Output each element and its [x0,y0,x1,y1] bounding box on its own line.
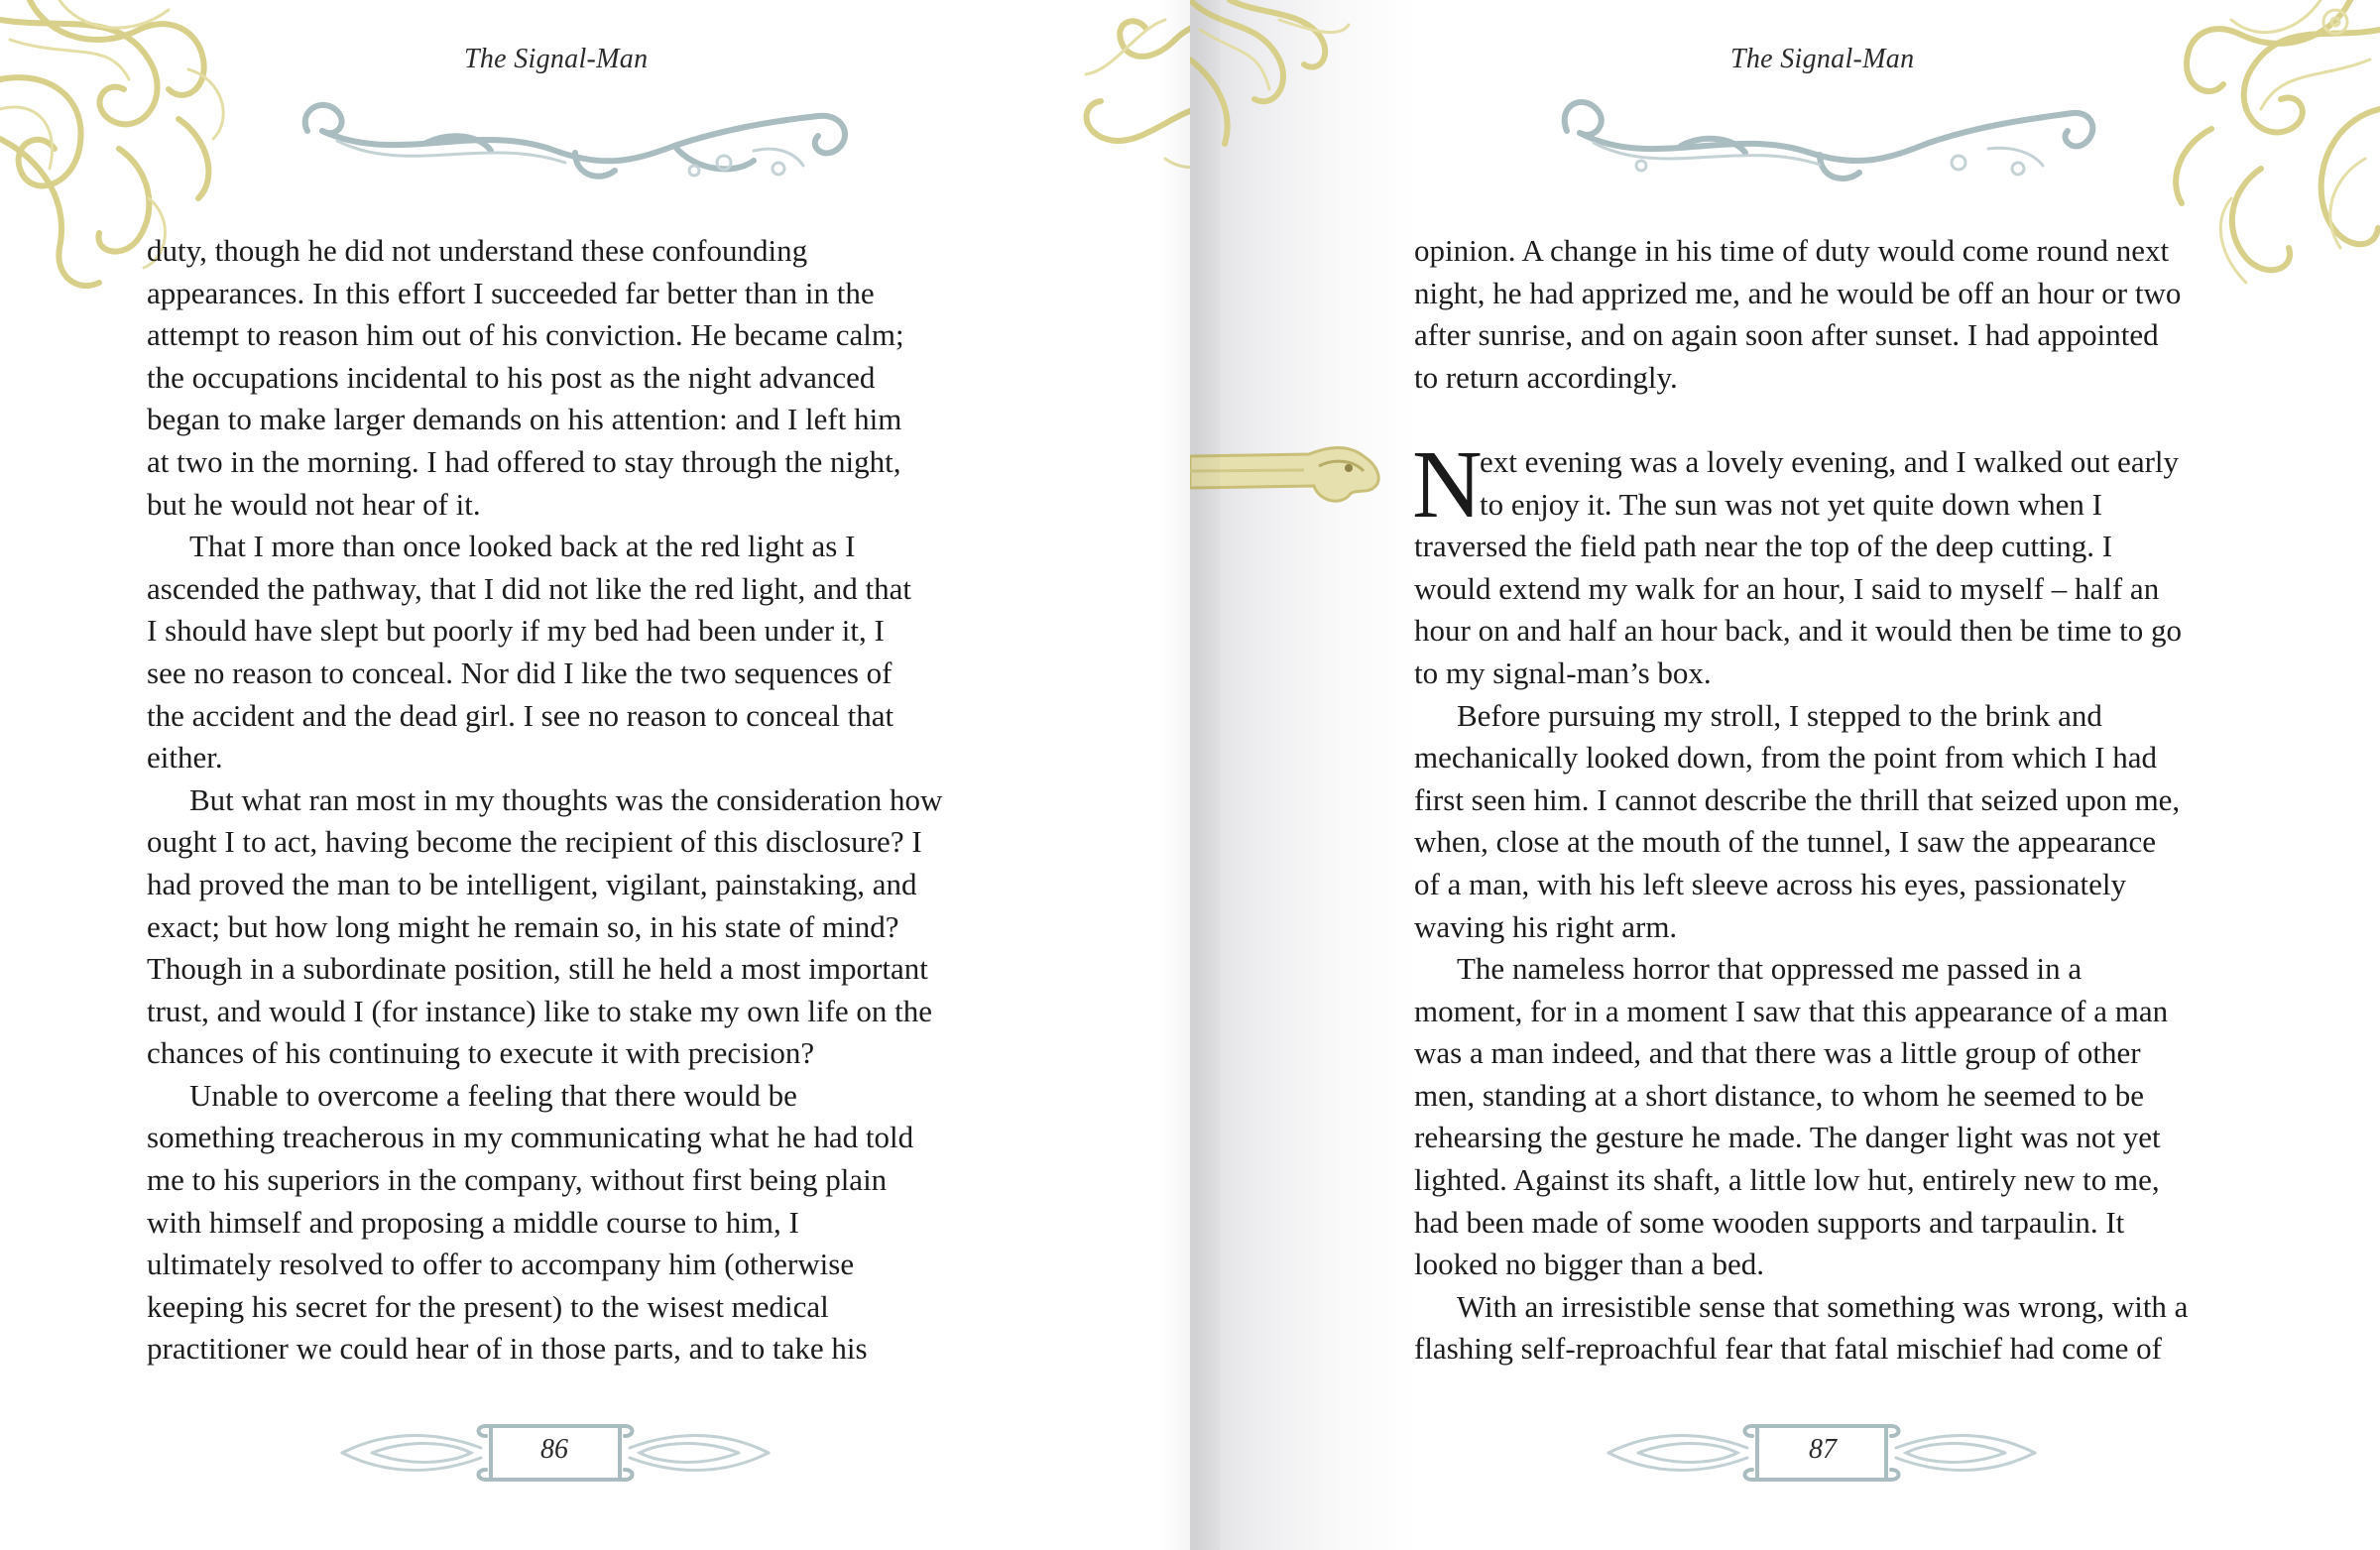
text-line: me to his superiors in the company, without first being plain [147,1162,888,1198]
text-line: had been made of some wooden supports and tarpaulin. It [1414,1204,2125,1240]
text-line: chances of his continuing to execute it with precision? [147,1035,815,1071]
text-line: either. [147,740,223,775]
text-line: see no reason to conceal. Nor did I like the two sequences of [147,655,892,690]
text-line: trust, and would I (for instance) like to stake my own life on the [147,993,933,1028]
text-line: to enjoy it. The sun was not yet quite down when I [1480,486,2102,522]
text-line: moment, for in a moment I saw that this appearance of a man [1414,993,2169,1028]
text-line: something treacherous in my communicating what he had told [147,1120,914,1155]
text-line: night, he had apprized me, and he would be off an hour or two [1414,275,2182,310]
text-line: but he would not hear of it. [147,486,481,522]
text-line: after sunrise, and on again soon after sunset. I had appointed [1414,317,2159,353]
text-line: first seen him. I cannot describe the thrill that seized upon me, [1414,781,2181,817]
text-line: men, standing at a short distance, to whom he seemed to be [1414,1077,2145,1113]
text-line: With an irresistible sense that something was wrong, with a [1457,1288,2189,1324]
text-line: practitioner we could hear of in those parts, and to take his [147,1331,868,1367]
text-line: ascended the pathway, that I did not like the red light, and that [147,570,912,606]
right-page-text [1414,230,2237,1371]
text-line: Unable to overcome a feeling that there would be [189,1077,797,1113]
text-line: waving his right arm. [1414,908,1678,944]
text-line: attempt to reason him out of his conviction. He became calm; [147,317,904,353]
text-line: the accident and the dead girl. I see no reason to conceal that [147,697,894,733]
text-line: ultimately resolved to offer to accompany him (otherwise [147,1247,855,1282]
page-number: 87 [1809,1434,1837,1465]
text-line: Though in a subordinate position, still he held a most important [147,951,928,987]
text-line: to return accordingly. [1414,359,1678,395]
text-line: of a man, with his left sleeve across his eyes, passionately [1414,866,2126,901]
text-line: But what ran most in my thoughts was the consideration how [189,781,943,817]
gold-swirl-icon [942,0,1190,188]
text-line: would extend my walk for an hour, I said to myself – half an [1414,570,2160,606]
text-line: was a man indeed, and that there was a little group of other [1414,1035,2141,1071]
text-line: lighted. Against its shaft, a little low hut, entirely new to me, [1414,1162,2160,1198]
page-number: 86 [540,1434,568,1465]
text-line: keeping his secret for the present) to the wisest medical [147,1288,829,1324]
drop-cap: N [1412,430,1483,538]
text-line: looked no bigger than a bed. [1414,1247,1764,1282]
running-head: The Signal-Man [464,44,649,74]
text-line: mechanically looked down, from the point from which I had [1414,740,2157,775]
text-line: The nameless horror that oppressed me passed in a [1457,951,2082,987]
text-line: the occupations incidental to his post as the night advanced [147,359,876,395]
text-line: had proved the man to be intelligent, vigilant, painstaking, and [147,866,917,901]
text-line: hour on and half an hour back, and it would then be time to go [1414,613,2182,649]
gargoyle-icon [1190,426,1388,526]
text-line: when, close at the mouth of the tunnel, I saw the appearance [1414,824,2157,860]
text-line: duty, though he did not understand these confounding [147,233,808,268]
gutter-shadow [1160,0,1220,1550]
text-line: I should have slept but poorly if my bed had been under it, I [147,613,885,649]
left-page-text [147,230,970,1371]
text-line: at two in the morning. I had offered to stay through the night, [147,443,901,479]
text-line: exact; but how long might he remain so, in his state of mind? [147,908,899,944]
scroll-flourish-icon [1522,91,2107,190]
text-line: appearances. In this effort I succeeded far better than in the [147,275,875,310]
right-page [1190,0,2380,1550]
gold-swirl-icon [1190,0,1438,188]
text-line: ought I to act, having become the recipient of this disclosure? I [147,824,922,860]
text-line: with himself and proposing a middle course to him, I [147,1204,799,1240]
text-line: flashing self-reproachful fear that fatal mischief had come of [1414,1331,2162,1367]
text-line: opinion. A change in his time of duty would come round next [1414,233,2170,268]
drop-cap-line-text: ext evening was a lovely evening, and I walked out early [1480,443,2180,479]
text-line: began to make larger demands on his attention: and I left him [147,402,902,437]
text-line: That I more than once looked back at the red light as I [189,529,856,564]
text-line: to my signal-man’s box. [1414,655,1712,690]
text-line: rehearsing the gesture he made. The danger light was not yet [1414,1120,2161,1155]
scroll-flourish-icon [278,91,863,190]
text-line: traversed the field path near the top of the deep cutting. I [1414,529,2113,564]
text-line: Before pursuing my stroll, I stepped to the brink and [1457,697,2102,733]
running-head: The Signal-Man [1730,44,1915,74]
paragraph-break [1414,399,2237,441]
